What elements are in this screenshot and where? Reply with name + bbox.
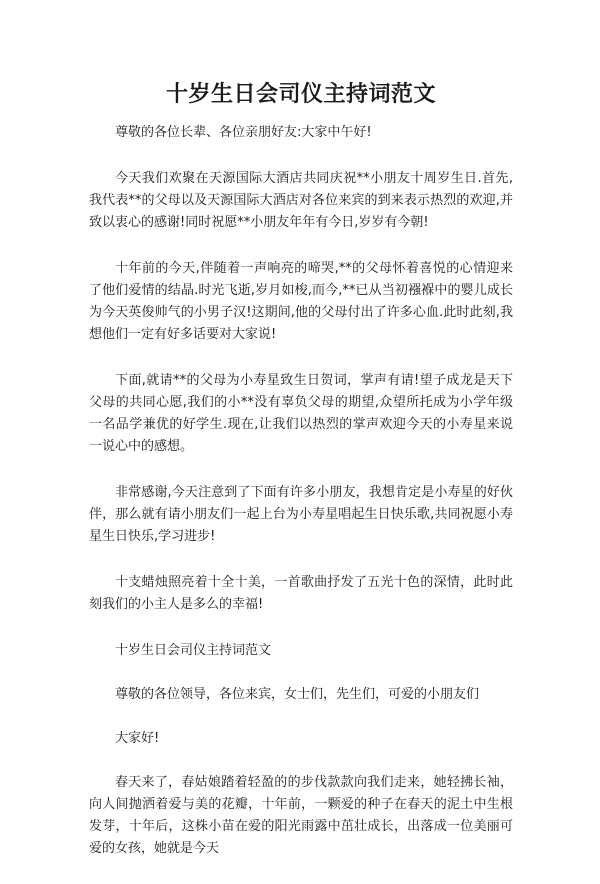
paragraph-spring: 春天来了，春姑娘踏着轻盈的的步伐款款向我们走来，她轻拂长袖，向人间抛洒着爱与美的花瓣，十年前，一颗爱的种子在春天的泥土中生根发芽，十年后，这株小苗在爱的阳光雨露中茁壮成长，出落成一位美丽可爱的女孩，她就是今天 [89,775,513,856]
paragraph-second-greeting: 尊敬的各位领导，各位来宾，女士们，先生们，可爱的小朋友们 [115,687,480,702]
paragraph-welcome: 今天我们欢聚在天源国际大酒店共同庆祝**小朋友十周岁生日.首先,我代表**的父母以及天源国际大酒店对各位来宾的到来表示热烈的欢迎,并致以衷心的感谢!同时祝愿**小朋友年年有今日,岁岁有今朝! [89,171,513,230]
paragraph-greeting: 尊敬的各位长辈、各位亲朋好友:大家中午好! [115,125,372,140]
document-page [89,80,513,884]
paragraph-second-title: 十岁生日会司仪主持词范文 [115,643,272,658]
paragraph-ten-years-ago: 十年前的今天,伴随着一声响亮的啼哭,**的父母怀着喜悦的心情迎来了他们爱情的结晶.时光飞逝,岁月如梭,而今,**已从当初襁褓中的婴儿成长为今天英俊帅气的小男子汉!这期间,他的父母付出了许多心血.此时此刻,我想他们一定有好多话要对大家说! [89,261,513,342]
paragraph-candles: 十支蜡烛照亮着十全十美，一首歌曲抒发了五光十色的深情，此时此刻我们的小主人是多么的幸福! [89,575,513,612]
paragraph-parents-speech: 下面,就请**的父母为小寿星致生日贺词，掌声有请!望子成龙是天下父母的共同心愿,我们的小**没有辜负父母的期望,众望所托成为小学年级一名品学兼优的好学生.现在,让我们以热烈的掌声欢迎今天的小寿星来说一说心中的感想。 [89,373,513,454]
paragraph-hello: 大家好! [115,731,160,746]
paragraph-birthday-song: 非常感谢,今天注意到了下面有许多小朋友，我想肯定是小寿星的好伙伴，那么就有请小朋友们一起上台为小寿星唱起生日快乐歌,共同祝愿小寿星生日快乐,学习进步! [89,485,513,544]
document-title: 十岁生日会司仪主持词范文 [165,82,436,107]
